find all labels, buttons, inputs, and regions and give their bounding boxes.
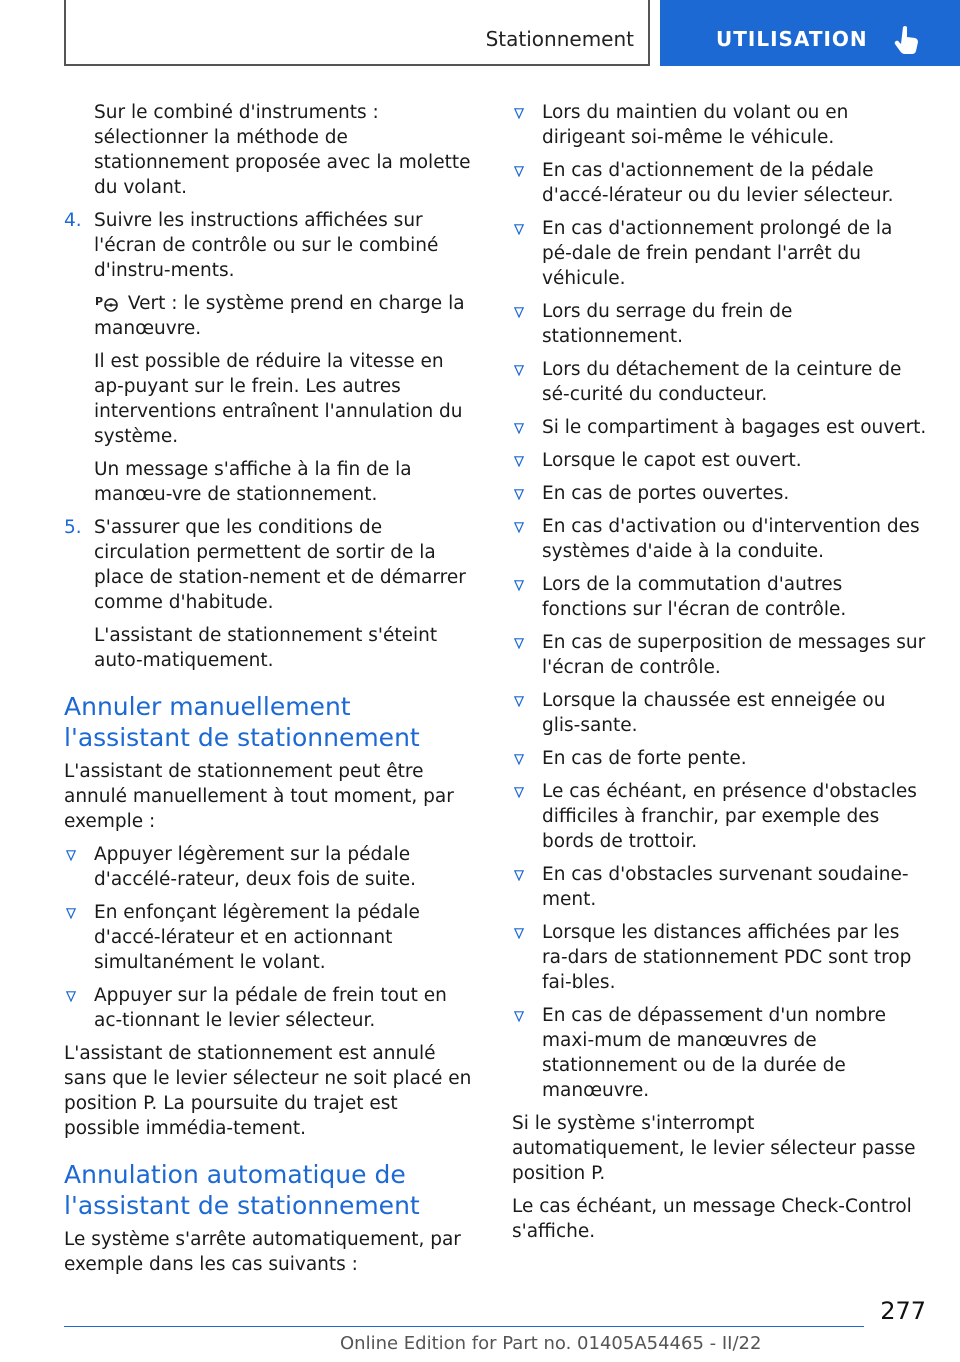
list-item-text: Appuyer sur la pédale de frein tout en ac-tionnant le levier sélecteur. — [94, 985, 447, 1031]
list-item-text: Lorsque le capot est ouvert. — [542, 450, 802, 471]
list-item — [512, 572, 928, 622]
list-item-text: Si le compartiment à bagages est ouvert. — [542, 417, 927, 438]
step-4 — [64, 208, 479, 283]
list-item-text: Lorsque les distances affichées par les ra-dars de stationnement PDC sont trop fai-bles. — [542, 922, 912, 993]
paragraph: L'assistant de stationnement s'éteint auto-matiquement. — [94, 625, 438, 671]
list-item-text: Lors du détachement de la ceinture de sé-curité du conducteur. — [542, 359, 902, 405]
list-item-text: Appuyer légèrement sur la pédale d'accélé-rateur, deux fois de suite. — [94, 844, 416, 890]
list-item-text: En cas d'obstacles survenant soudaine-ment. — [542, 864, 909, 910]
triangle-bullet-icon — [514, 108, 524, 119]
page-number: 277 — [880, 1297, 926, 1325]
triangle-bullet-icon — [66, 991, 76, 1002]
edition-note: Online Edition for Part no. 01405A54465 - II/22 — [340, 1333, 762, 1354]
list-item-text: En cas de superposition de messages sur l'écran de contrôle. — [542, 632, 926, 678]
triangle-bullet-icon — [514, 1011, 524, 1022]
triangle-bullet-icon — [514, 696, 524, 707]
triangle-bullet-icon — [514, 522, 524, 533]
step-number: 4. — [64, 210, 82, 231]
step-5 — [64, 515, 479, 615]
step-number: 5. — [64, 517, 82, 538]
triangle-bullet-icon — [514, 489, 524, 500]
list-item — [512, 779, 928, 854]
list-item — [512, 920, 928, 995]
paragraph-with-icon — [64, 291, 479, 341]
icon-description: Vert : le système prend en charge la manœuvre. — [94, 293, 465, 339]
list-item-text: En cas de forte pente. — [542, 748, 747, 769]
list-item — [512, 216, 928, 291]
paragraph: Sur le combiné d'instruments : sélectionner la méthode de stationnement proposée avec la molette du volant. — [94, 102, 471, 198]
paragraph: Le système s'arrête automatiquement, par exemple dans les cas suivants : — [64, 1229, 461, 1275]
list-item — [512, 415, 928, 440]
paragraph: L'assistant de stationnement peut être annulé manuellement à tout moment, par exemple : — [64, 761, 454, 832]
list-item — [512, 630, 928, 680]
list-item-text: Lors du maintien du volant ou en dirigeant soi-même le véhicule. — [542, 102, 849, 148]
list-item-text: En cas d'activation ou d'intervention des systèmes d'aide à la conduite. — [542, 516, 920, 562]
triangle-bullet-icon — [514, 870, 524, 881]
triangle-bullet-icon — [514, 224, 524, 235]
heading-manual-cancel: Annuler manuellement l'assistant de stationnement — [64, 692, 420, 752]
triangle-bullet-icon — [66, 908, 76, 919]
list-item — [512, 357, 928, 407]
triangle-bullet-icon — [514, 365, 524, 376]
paragraph: Un message s'affiche à la fin de la manœu-vre de stationnement. — [94, 459, 412, 505]
heading-auto-cancel: Annulation automatique de l'assistant de stationnement — [64, 1160, 420, 1220]
list-item — [64, 983, 479, 1033]
left-column — [64, 100, 479, 1285]
paragraph: Le cas échéant, un message Check-Control s'affiche. — [512, 1196, 912, 1242]
list-item — [512, 688, 928, 738]
triangle-bullet-icon — [514, 580, 524, 591]
triangle-bullet-icon — [514, 928, 524, 939]
list-item-text: En cas de dépassement d'un nombre maxi-mum de manœuvres de stationnement ou de la durée de manœuvre. — [542, 1005, 887, 1101]
triangle-bullet-icon — [66, 850, 76, 861]
list-item-text: Lors du serrage du frein de stationnement. — [542, 301, 793, 347]
list-item — [512, 158, 928, 208]
footer-divider — [64, 1326, 864, 1327]
list-item — [512, 299, 928, 349]
list-item — [64, 900, 479, 975]
list-item-text: En cas d'actionnement de la pédale d'accé-lérateur ou du levier sélecteur. — [542, 160, 894, 206]
header-section — [64, 0, 650, 66]
list-item-text: En enfonçant légèrement la pédale d'accé-lérateur et en actionnant simultanément le volant. — [94, 902, 420, 973]
triangle-bullet-icon — [514, 423, 524, 434]
list-item — [512, 481, 928, 506]
triangle-bullet-icon — [514, 456, 524, 467]
triangle-bullet-icon — [514, 754, 524, 765]
triangle-bullet-icon — [514, 787, 524, 798]
list-item — [64, 842, 479, 892]
parking-assistant-icon — [94, 294, 122, 312]
svg-text:P: P — [95, 295, 104, 308]
header-chapter — [660, 0, 960, 66]
list-item — [512, 862, 928, 912]
triangle-bullet-icon — [514, 638, 524, 649]
bullet-list — [512, 100, 928, 1103]
triangle-bullet-icon — [514, 307, 524, 318]
list-item-text: En cas de portes ouvertes. — [542, 483, 790, 504]
list-item — [512, 746, 928, 771]
chapter-title: UTILISATION — [716, 27, 868, 51]
paragraph: Si le système s'interrompt automatiquement, le levier sélecteur passe position P. — [512, 1113, 916, 1184]
paragraph: Il est possible de réduire la vitesse en ap-puyant sur le frein. Les autres interventions entraînent l'annulation du système. — [94, 351, 463, 447]
step-text: Suivre les instructions affichées sur l'écran de contrôle ou sur le combiné d'instru-ments. — [94, 210, 439, 281]
list-item-text: Lorsque la chaussée est enneigée ou glis-sante. — [542, 690, 886, 736]
list-item — [512, 100, 928, 150]
section-title: Stationnement — [485, 27, 634, 51]
list-item-text: Lors de la commutation d'autres fonctions sur l'écran de contrôle. — [542, 574, 847, 620]
right-column — [512, 100, 928, 1252]
list-item-text: En cas d'actionnement prolongé de la pé-dale de frein pendant l'arrêt du véhicule. — [542, 218, 893, 289]
hand-pointer-icon — [894, 25, 920, 55]
step-text: S'assurer que les conditions de circulation permettent de sortir de la place de station-nement et de démarrer comme d'habitude. — [94, 517, 466, 613]
list-item — [512, 514, 928, 564]
list-item — [512, 448, 928, 473]
list-item-text: Le cas échéant, en présence d'obstacles difficiles à franchir, par exemple des bords de trottoir. — [542, 781, 917, 852]
paragraph: L'assistant de stationnement est annulé sans que le levier sélecteur ne soit placé en position P. La poursuite du trajet est possible immédia-tement. — [64, 1043, 472, 1139]
list-item — [512, 1003, 928, 1103]
triangle-bullet-icon — [514, 166, 524, 177]
